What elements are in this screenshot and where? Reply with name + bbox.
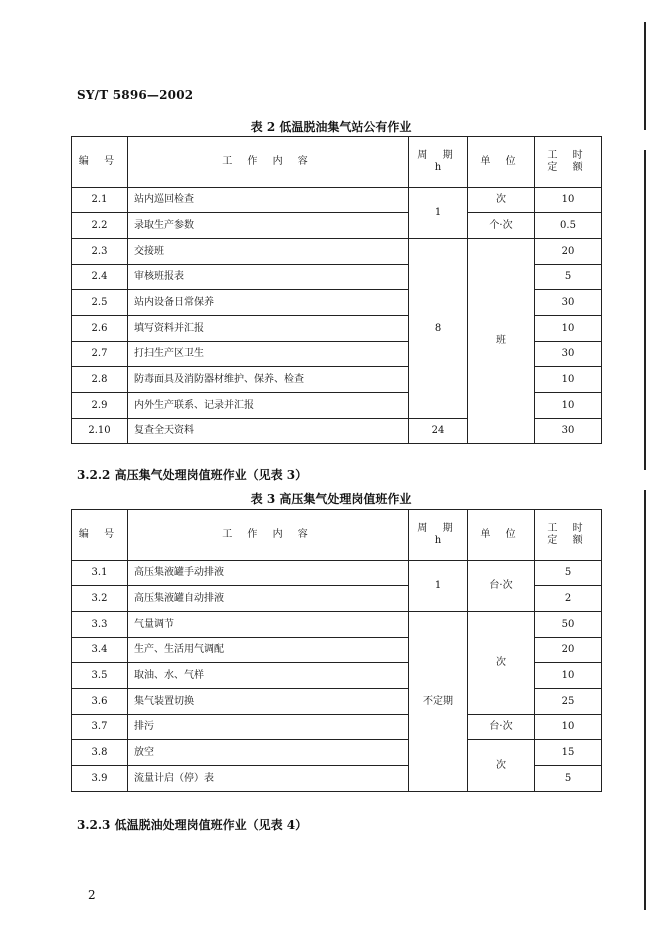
row-quota: 10 (535, 367, 602, 393)
row-number: 3.8 (72, 740, 128, 766)
row-content: 排污 (128, 715, 409, 740)
col-quota-header: 工 时 定 额 (535, 137, 602, 188)
row-quota: 0.5 (535, 213, 602, 239)
row-content: 流量计启（停）表 (128, 766, 409, 792)
row-content: 取油、水、气样 (128, 663, 409, 689)
row-number: 2.10 (72, 419, 128, 444)
table2 (71, 136, 602, 444)
row-number: 2.7 (72, 342, 128, 367)
row-number: 2.2 (72, 213, 128, 239)
table3-header-row (72, 510, 602, 561)
row-content: 防毒面具及消防器材维护、保养、检查 (128, 367, 409, 393)
row-content: 集气装置切换 (128, 689, 409, 715)
row-quota: 10 (535, 715, 602, 740)
row-number: 2.1 (72, 188, 128, 213)
row-quota: 30 (535, 419, 602, 444)
col-number-header: 编 号 (72, 510, 128, 561)
table2-header-row (72, 137, 602, 188)
row-quota: 30 (535, 290, 602, 316)
row-content: 审核班报表 (128, 265, 409, 290)
col-content-header: 工 作 内 容 (128, 137, 409, 188)
row-number: 2.8 (72, 367, 128, 393)
row-number: 3.9 (72, 766, 128, 792)
row-quota: 10 (535, 663, 602, 689)
row-number: 2.3 (72, 239, 128, 265)
row-quota: 30 (535, 342, 602, 367)
col-unit-header: 单 位 (468, 510, 535, 561)
row-content: 高压集液罐手动排液 (128, 561, 409, 586)
col-content-header: 工 作 内 容 (128, 510, 409, 561)
table3-caption: 表 3 高压集气处理岗值班作业 (250, 492, 412, 506)
row-number: 3.6 (72, 689, 128, 715)
row-unit: 次 (468, 188, 535, 213)
row-quota: 15 (535, 740, 602, 766)
row-content: 气量调节 (128, 612, 409, 638)
row-number: 3.2 (72, 586, 128, 612)
col-period-header: 周 期 h (409, 510, 468, 561)
row-quota: 50 (535, 612, 602, 638)
table-row (72, 188, 602, 213)
row-content: 站内巡回检查 (128, 188, 409, 213)
row-unit: 台·次 (468, 715, 535, 740)
row-period: 1 (409, 188, 468, 239)
row-quota: 25 (535, 689, 602, 715)
standard-code: SY/T 5896—2002 (77, 88, 194, 102)
row-number: 3.4 (72, 638, 128, 663)
row-number: 2.5 (72, 290, 128, 316)
section-heading-3-2-2: 3.2.2 高压集气处理岗值班作业（见表 3） (77, 468, 308, 482)
scan-edge-line (644, 150, 646, 470)
row-number: 3.3 (72, 612, 128, 638)
row-number: 3.1 (72, 561, 128, 586)
row-content: 打扫生产区卫生 (128, 342, 409, 367)
row-content: 交接班 (128, 239, 409, 265)
table2-caption: 表 2 低温脱油集气站公有作业 (250, 120, 412, 134)
page-number: 2 (88, 888, 96, 902)
row-number: 2.9 (72, 393, 128, 419)
row-quota: 10 (535, 188, 602, 213)
col-unit-header: 单 位 (468, 137, 535, 188)
row-content: 内外生产联系、记录并汇报 (128, 393, 409, 419)
row-content: 复查全天资料 (128, 419, 409, 444)
col-number-header: 编 号 (72, 137, 128, 188)
row-number: 2.4 (72, 265, 128, 290)
table-row (72, 612, 602, 638)
col-quota-header: 工 时 定 额 (535, 510, 602, 561)
row-period: 不定期 (409, 612, 468, 792)
row-content: 放空 (128, 740, 409, 766)
row-period: 1 (409, 561, 468, 612)
row-content: 站内设备日常保养 (128, 290, 409, 316)
row-quota: 10 (535, 393, 602, 419)
row-period: 24 (409, 419, 468, 444)
row-quota: 5 (535, 766, 602, 792)
row-quota: 5 (535, 561, 602, 586)
scan-edge-line (644, 490, 646, 910)
col-period-header: 周 期 h (409, 137, 468, 188)
table-row (72, 740, 602, 766)
row-period: 8 (409, 239, 468, 419)
row-quota: 20 (535, 638, 602, 663)
row-unit: 台·次 (468, 561, 535, 612)
section-heading-3-2-3: 3.2.3 低温脱油处理岗值班作业（见表 4） (77, 818, 308, 832)
row-quota: 20 (535, 239, 602, 265)
row-quota: 2 (535, 586, 602, 612)
row-quota: 5 (535, 265, 602, 290)
table-row (72, 561, 602, 586)
scan-edge-line (644, 22, 646, 130)
row-unit: 个·次 (468, 213, 535, 239)
row-unit: 次 (468, 740, 535, 792)
row-quota: 10 (535, 316, 602, 342)
table-row (72, 715, 602, 740)
table3 (71, 509, 602, 792)
row-number: 3.7 (72, 715, 128, 740)
row-number: 2.6 (72, 316, 128, 342)
row-unit: 次 (468, 612, 535, 715)
table-row (72, 213, 602, 239)
row-number: 3.5 (72, 663, 128, 689)
row-content: 填写资料并汇报 (128, 316, 409, 342)
row-content: 高压集液罐自动排液 (128, 586, 409, 612)
row-unit: 班 (468, 239, 535, 444)
row-content: 生产、生活用气调配 (128, 638, 409, 663)
row-content: 录取生产参数 (128, 213, 409, 239)
table-row (72, 239, 602, 265)
